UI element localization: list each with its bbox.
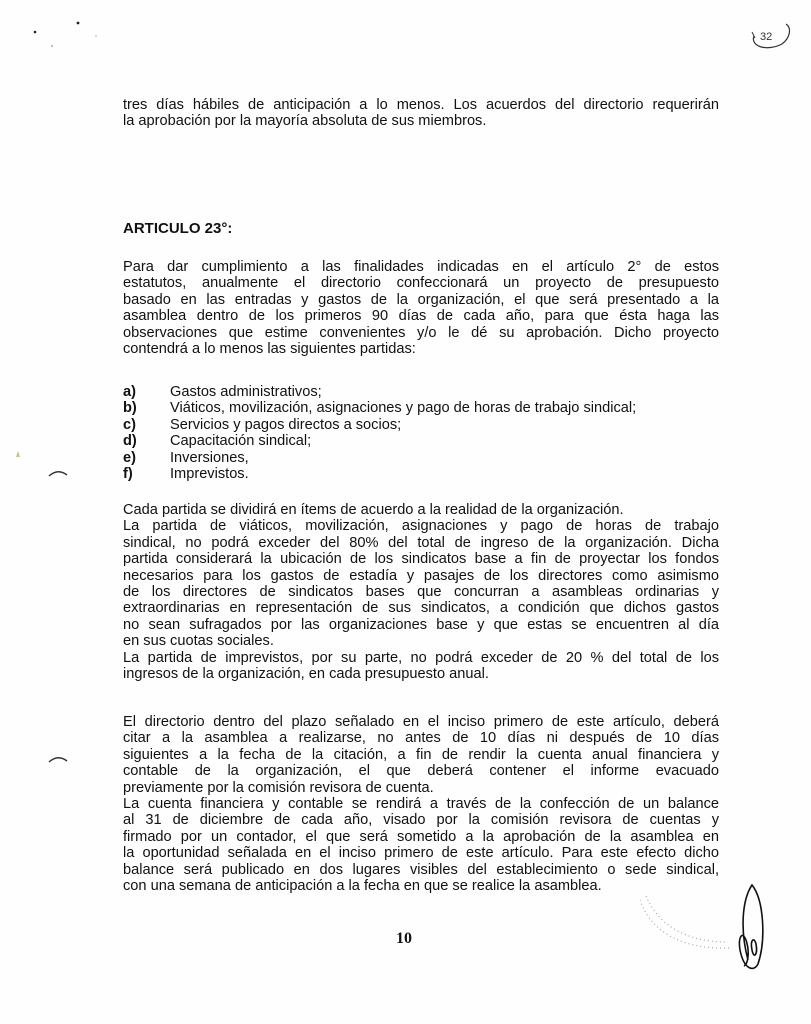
article-heading: ARTICULO 23°: (123, 220, 233, 237)
list-item-text: Gastos administrativos; (170, 384, 322, 400)
intro-paragraph (123, 97, 719, 130)
list-item-text: Servicios y pagos directos a socios; (170, 416, 402, 433)
list-marker: a) (123, 384, 136, 400)
handwritten-folio-mark (746, 18, 796, 59)
list-item (123, 466, 636, 482)
list-marker: b) (123, 400, 137, 417)
text-line: sindical, no podrá exceder del 80% del total de ingreso de la organización. Dicha (123, 534, 719, 551)
list-item-text: Imprevistos. (170, 466, 249, 483)
list-marker: d) (123, 433, 137, 450)
text-line: estatutos, anualmente el directorio confeccionará un proyecto de presupuesto (123, 275, 719, 292)
text-line: balance será publicado en dos lugares visibles del establecimiento o sede sindical, (123, 861, 719, 878)
scan-speck (14, 449, 22, 459)
text-line: contable de la organización, el que deberá contener el informe evacuado (123, 763, 719, 780)
text-line: basado en las entradas y gastos de la organización, el que será presentado a la (123, 291, 719, 308)
list-item (123, 384, 636, 400)
article-paragraph-1 (123, 259, 719, 357)
text-line: El directorio dentro del plazo señalado en el inciso primero de este artículo, deberá (123, 714, 719, 730)
binder-mark-icon (46, 752, 70, 764)
faint-stamp-icon (640, 896, 730, 948)
list-item-text: Inversiones, (170, 449, 249, 466)
text-line: al 31 de diciembre de cada año, visado por la comisión revisora de cuentas y (123, 812, 719, 829)
list-marker: c) (123, 416, 136, 433)
budget-items-list (123, 384, 636, 482)
text-line: La partida de viáticos, movilización, asignaciones y pago de horas de trabajo (123, 518, 719, 535)
text-line: con una semana de anticipación a la fecha en que se realice la asamblea. (123, 878, 602, 895)
text-line: observaciones que estime convenientes y/o le dé su aprobación. Dicho proyecto (123, 324, 719, 341)
text-line: extraordinarias en representación de sus sindicatos, a condición que dichos gastos (123, 600, 719, 617)
article-paragraph-3 (123, 714, 719, 894)
list-item-text: Capacitación sindical; (170, 433, 312, 450)
list-marker: f) (123, 466, 133, 483)
scan-specks (0, 0, 120, 70)
text-line: firmado por un contador, el que será sometido a la aprobación de la asamblea en (123, 828, 719, 845)
signature-and-stamp (640, 880, 811, 980)
text-line: no sean sufragados por las organizaciones base y que estas se encuentren al día (123, 616, 719, 633)
binder-mark-icon (46, 466, 70, 478)
text-line: de los directores de sindicatos bases que concurran a asambleas ordinarias y (123, 584, 719, 601)
text-line: asamblea dentro de los primeros 90 días de cada año, para que ésta haga las (123, 308, 719, 325)
text-line: la oportunidad señalada en el inciso primero de este artículo. Para este efecto dicho (123, 845, 719, 862)
circle-scribble-icon (746, 18, 796, 54)
text-line: ingresos de la organización, en cada presupuesto anual. (123, 666, 489, 683)
list-item (123, 450, 636, 466)
text-line: Para dar cumplimiento a las finalidades indicadas en el artículo 2° de estos (123, 259, 719, 275)
text-line: Cada partida se dividirá en ítems de acuerdo a la realidad de la organización. (123, 502, 624, 518)
text-line: contendrá a lo menos las siguientes partidas: (123, 341, 416, 358)
list-marker: e) (123, 449, 136, 466)
text-line: la aprobación por la mayoría absoluta de sus miembros. (123, 113, 487, 130)
signature-icon (739, 885, 762, 968)
text-line: La partida de imprevistos, por su parte, no podrá exceder de 20 % del total de los (123, 649, 719, 666)
folio-number: 32 (760, 31, 773, 43)
article-paragraph-2 (123, 502, 719, 682)
list-item-text: Viáticos, movilización, asignaciones y pago de horas de trabajo sindical; (170, 400, 637, 417)
text-line: partida considerará la ubicación de los sindicatos base a fin de proyectar los fondos (123, 551, 719, 568)
list-item (123, 417, 636, 433)
text-line: citar a la asamblea a realizarse, no antes de 10 días ni después de 10 días (123, 730, 719, 747)
page-number: 10 (396, 930, 412, 947)
text-line: siguientes a la fecha de la citación, a fin de rendir la cuenta anual financiera y (123, 746, 719, 763)
text-line: La cuenta financiera y contable se rendirá a través de la confección de un balance (123, 796, 719, 813)
text-line: necesarios para los gastos de estadía y pasajes de los directores como asimismo (123, 567, 719, 584)
text-line: previamente por la comisión revisora de cuenta. (123, 779, 434, 796)
text-line: tres días hábiles de anticipación a lo menos. Los acuerdos del directorio requerirán (123, 97, 719, 113)
list-item (123, 400, 636, 416)
list-item (123, 433, 636, 449)
text-line: en sus cuotas sociales. (123, 633, 274, 650)
